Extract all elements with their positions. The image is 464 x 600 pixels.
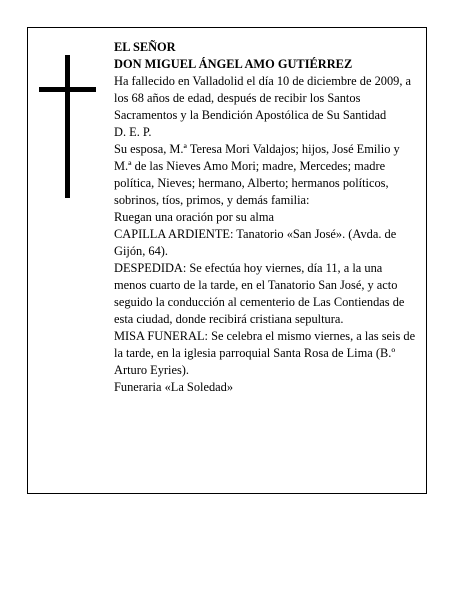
cross-icon [39,55,96,198]
death-announcement: Ha fallecido en Valladolid el día 10 de diciembre de 2009, a los 68 años de edad, después de recibir los Santos Sacramentos y la Bendición Apostólica de Su Santidad [114,74,412,122]
funeral-mass: MISA FUNERAL: Se celebra el mismo viernes, a las seis de la tarde, en la iglesia parroquial Santa Rosa de Lima (B.º Arturo Eyries). [114,329,416,377]
funeral-chapel: CAPILLA ARDIENTE: Tanatorio «San José». (Avda. de Gijón, 64). [114,227,397,258]
family-list: Su esposa, M.ª Teresa Mori Valdajos; hijos, José Emilio y M.ª de las Nieves Amo Mori; madre, Mercedes; madre política, Nieves; hermano, Alberto; hermanos políticos, sobrinos, tíos, primos, y demás familia: [114,142,400,207]
cross-horizontal-bar [39,87,96,92]
deceased-name: DON MIGUEL ÁNGEL AMO GUTIÉRREZ [114,57,353,71]
cross-vertical-bar [65,55,70,198]
rip-line: D. E. P. [114,125,152,139]
obituary-text [114,39,417,396]
farewell-details: DESPEDIDA: Se efectúa hoy viernes, día 11, a la una menos cuarto de la tarde, en el Tanatorio San José, y acto seguido la conducción al cementerio de Las Contiendas de esta ciudad, donde recibirá cristiana sepultura. [114,261,405,326]
salutation: EL SEÑOR [114,40,176,54]
prayer-request: Ruegan una oración por su alma [114,210,274,224]
obituary-notice [27,27,427,494]
funeral-home: Funeraria «La Soledad» [114,380,234,394]
